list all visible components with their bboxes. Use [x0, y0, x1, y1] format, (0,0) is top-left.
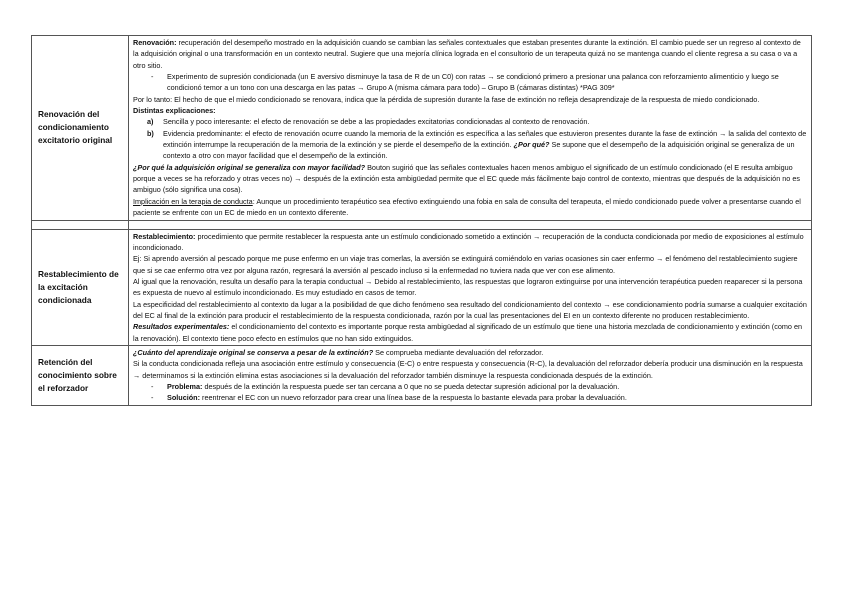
question-paragraph: [133, 162, 807, 196]
row-label-restablecimiento: [32, 229, 129, 345]
implication-text: : Aunque un procedimiento terapéutico sea efectivo extinguiendo una fobia en sala de consulta del terapeuta, el miedo condicionado puede volver a presentarse cuando el paciente se enfrente con un EC de miedo en un contexto diferente.: [133, 196, 801, 218]
therapy-paragraph: Al igual que la renovación, resulta un desafío para la terapia conductual → Debido al restablecimiento, las respuestas que lograron extinguirse por una intervención terapéutica pueden reaparecer si la persona es expuesta de nuevo al estímulo incondicionado. Es muy estudiado en casos de temor.: [133, 276, 803, 298]
list-marker: a): [147, 117, 154, 127]
solution-text: reentrenar el EC con un nuevo reforzador para crear una línea base de la respuesta lo bastante elevada para probar la devaluación.: [200, 393, 627, 403]
row-content-retencion: [129, 345, 812, 405]
row-label-retencion: [32, 345, 129, 405]
spacer-row: [32, 220, 812, 229]
list-marker: b): [147, 128, 154, 138]
definition-text: recuperación del desempeño mostrado en la adquisición cuando se cambian las señales contextuales que estaban presentes durante la extinción. El cambio puede ser un regreso al contexto de la adquisición original o una transformación en un contexto neutral. Sugiere que una mejoría clínica lograda en el consultorio de un terapeuta quizá no se mantenga cuando el cliente regresa a su casa o va a otro sitio.: [133, 38, 801, 70]
row-restablecimiento: [32, 229, 812, 345]
row-renovacion: [32, 36, 812, 221]
solution-term: Solución:: [167, 393, 201, 403]
specificity-paragraph: La especificidad del restablecimiento al contexto da lugar a la posibilidad de que dicho fenómeno sea resultado del condicionamiento del contexto → ese condicionamiento podría sumarse a cualquier excitación del EC al final de la extinción para producir el restablecimiento de la respuesta condicionada, razón por la cual las presentaciones del EI en un contexto diferente no producen restablecimiento.: [133, 299, 807, 320]
question-answer: Bouton sugirió que las señales contextuales hacen menos ambiguo el significado de un estímulo condicionado (el E resulta ambiguo porque a veces se ha reforzado y otras veces no) → después de la extinción esta ambigüedad permite que el EC quede más fácilmente bajo control de contexto, mientras que después de la adquisición no es ambiguo (sólo significa una cosa).: [133, 162, 800, 195]
term-renovacion: Renovación:: [133, 38, 177, 47]
dash-bullet: -: [151, 393, 154, 403]
experiment-text: Experimento de supresión condicionada (un E aversivo disminuye la tasa de R de un C0) con ratas → se condicionó primero a presionar una palanca con reforzamiento alimenticio y luego se condicionó temor a un tono con una descarga en las patas → Grupo A (misma cámara para todo) – Grupo B (cámaras distintas) *PAG 309*: [167, 72, 779, 93]
term-restablecimiento: Restablecimiento:: [133, 231, 196, 241]
notes-table: [31, 35, 812, 406]
explanation-b-text-2: Se supone que el desempeño de la adquisición original se generaliza de un contexto a otro con mayor facilidad que el desempeño de la extinción.: [163, 140, 795, 161]
problem-term: Problema:: [167, 381, 203, 391]
explanations-heading: Distintas explicaciones:: [133, 106, 216, 116]
label-text: Retención del conocimiento sobre el reforzador: [38, 356, 117, 393]
problem-text: después de la extinción la respuesta puede ser tan cercana a 0 que no se pueda detectar supresión adicional por la devaluación.: [202, 381, 620, 391]
definition-paragraph: [133, 231, 807, 254]
question-heading: ¿Por qué la adquisición original se generaliza con mayor facilidad?: [133, 162, 366, 172]
results-term: Resultados experimentales:: [133, 322, 230, 332]
list-item: [133, 381, 807, 392]
row-retencion: [32, 345, 812, 405]
question-paragraph: [133, 347, 807, 358]
devaluation-paragraph: Si la conducta condicionada refleja una asociación entre estímulo y consecuencia (E-C) o entre respuesta y consecuencia (R-C), la devaluación del reforzador debería producir una disminución en la respuesta → determinamos si la extinción elimina estas asociaciones si la devaluación del reforzador también disminuye la respuesta condicionada después de la extinción.: [133, 359, 803, 380]
label-text: Renovación del condicionamiento excitatorio original: [38, 109, 113, 146]
dash-bullet: -: [151, 381, 154, 391]
problem-item: [167, 381, 807, 392]
implication-paragraph: [133, 196, 807, 219]
list-item: [133, 116, 807, 127]
label-text: Restablecimiento de la excitación condicionada: [38, 268, 119, 305]
explanation-b-text: Evidencia predominante: el efecto de renovación ocurre cuando la memoria de la extinción es específica a las señales que estuvieron presentes durante la fase de extinción → la salida del contexto de extinción interrumpe la recuperación de la memoria de la extinción y se pierde el desempeño de la extinción.: [163, 128, 807, 150]
solution-item: [167, 392, 807, 403]
spacer-cell: [32, 220, 129, 229]
question-answer: Se comprueba mediante devaluación del reforzador.: [373, 347, 544, 357]
list-item: [133, 71, 807, 94]
row-label-renovacion: [32, 36, 129, 221]
definition-paragraph: [133, 37, 807, 71]
definition-text: procedimiento que permite restablecer la respuesta ante un estímulo condicionado sometido a extinción → recuperación de la conducta condicionada por medio de exposiciones al estímulo incondicionado.: [133, 231, 804, 252]
list-item: [133, 392, 807, 403]
explanation-b: [163, 128, 807, 162]
results-paragraph: [133, 321, 807, 344]
question-inline: ¿Por qué?: [513, 140, 550, 150]
example-paragraph: Ej: Si aprendo aversión al pescado porque me puse enfermo en un viaje tras comerlas, la aversión se extinguirá comiéndolo en varias ocasiones sin caer enfermo → el fenómeno del restablecimiento sugiere que si se cae enfermo otra vez por alguna razón, regresará la aversión al pescado incluso si la enfermedad no tuviera nada que ver con ese alimento.: [133, 254, 798, 275]
question-heading: ¿Cuánto del aprendizaje original se conserva a pesar de la extinción?: [133, 347, 374, 357]
results-text: el condicionamiento del contexto es importante porque resta ambigüedad al significado de un estímulo que tiene una historia mezclada de condicionamiento y extinción (como en la renovación). El contexto tiene poco efecto en estímulos que no han sido extinguidos.: [133, 322, 803, 343]
list-item: [133, 128, 807, 162]
row-content-restablecimiento: [129, 229, 812, 345]
implication-term: Implicación en la terapia de conducta: [133, 196, 253, 206]
conclusion-paragraph: Por lo tanto: El hecho de que el miedo condicionado se renovara, indica que la pérdida de supresión durante la fase de extinción no refleja desaprendizaje de la respuesta de miedo condicionado.: [133, 94, 760, 104]
row-content-renovacion: [129, 36, 812, 221]
spacer-cell: [129, 220, 812, 229]
dash-bullet: -: [151, 72, 154, 82]
explanation-a-text: Sencilla y poco interesante: el efecto de renovación se debe a las propiedades excitatorias condicionadas al contexto de renovación.: [163, 117, 590, 127]
